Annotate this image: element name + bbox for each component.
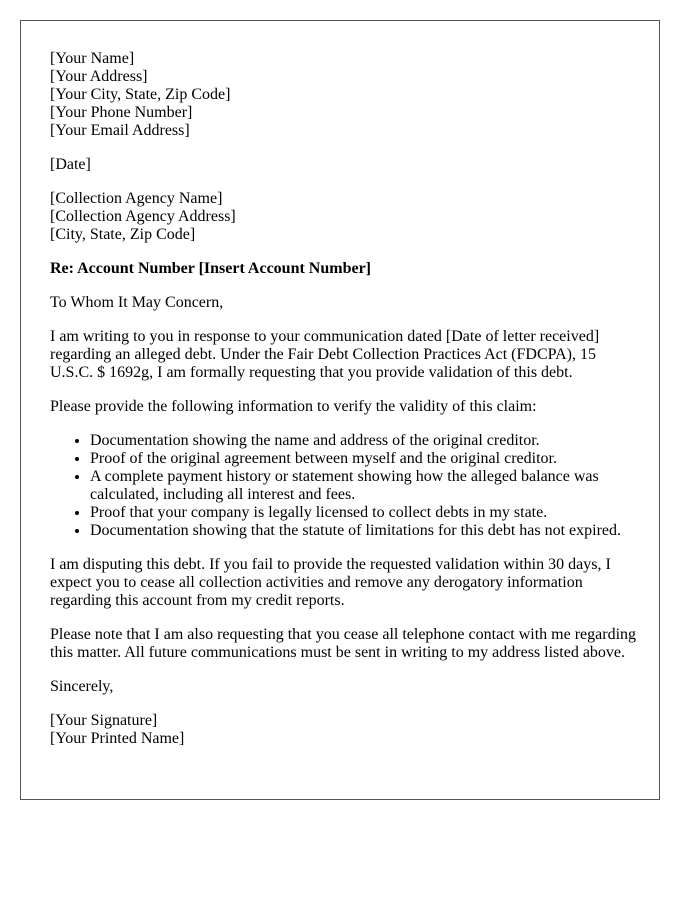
signature: [Your Signature] [50, 712, 158, 729]
sender-address: [Your Address] [50, 68, 148, 85]
sender-block [50, 50, 640, 140]
sender-name: [Your Name] [50, 50, 135, 67]
recipient-block [50, 190, 640, 244]
letter-date: [Date] [50, 156, 91, 173]
intro-paragraph: I am writing to you in response to your communication dated [Date of letter received] regarding an alleged debt. Under the Fair Debt Collection Practices Act (FDCPA), 15 U.S.C. $ 1692g, I am formally requesting that you provide validation of this debt. [50, 328, 600, 381]
recipient-address: [Collection Agency Address] [50, 208, 236, 225]
request-item: • Proof that your company is legally licensed to collect debts in my state. [90, 504, 640, 522]
request-item: • Proof of the original agreement between myself and the original creditor. [90, 450, 640, 468]
contact-paragraph: Please note that I am also requesting that you cease all telephone contact with me regarding this matter. All future communications must be sent in writing to my address listed above. [50, 626, 637, 661]
signature-block [50, 712, 640, 748]
sender-email: [Your Email Address] [50, 122, 190, 139]
request-item: • Documentation showing the name and address of the original creditor. [90, 432, 640, 450]
request-item: • Documentation showing that the statute of limitations for this debt has not expired. [90, 522, 640, 540]
salutation: To Whom It May Concern, [50, 294, 224, 311]
sender-city-state-zip: [Your City, State, Zip Code] [50, 86, 231, 103]
request-list [50, 432, 640, 540]
recipient-name: [Collection Agency Name] [50, 190, 223, 207]
request-item: • A complete payment history or statement showing how the alleged balance was calculated, including all interest and fees. [90, 468, 640, 504]
date-block [50, 156, 640, 174]
printed-name: [Your Printed Name] [50, 730, 185, 747]
subject-line: Re: Account Number [Insert Account Number] [50, 260, 371, 277]
recipient-city-state-zip: [City, State, Zip Code] [50, 226, 196, 243]
letter-page [20, 20, 660, 800]
dispute-paragraph: I am disputing this debt. If you fail to provide the requested validation within 30 days, I expect you to cease all collection activities and remove any derogatory information regarding this account from my credit reports. [50, 556, 611, 609]
request-lead: Please provide the following information to verify the validity of this claim: [50, 398, 537, 415]
closing: Sincerely, [50, 678, 114, 695]
letter-content [50, 50, 640, 764]
sender-phone: [Your Phone Number] [50, 104, 193, 121]
